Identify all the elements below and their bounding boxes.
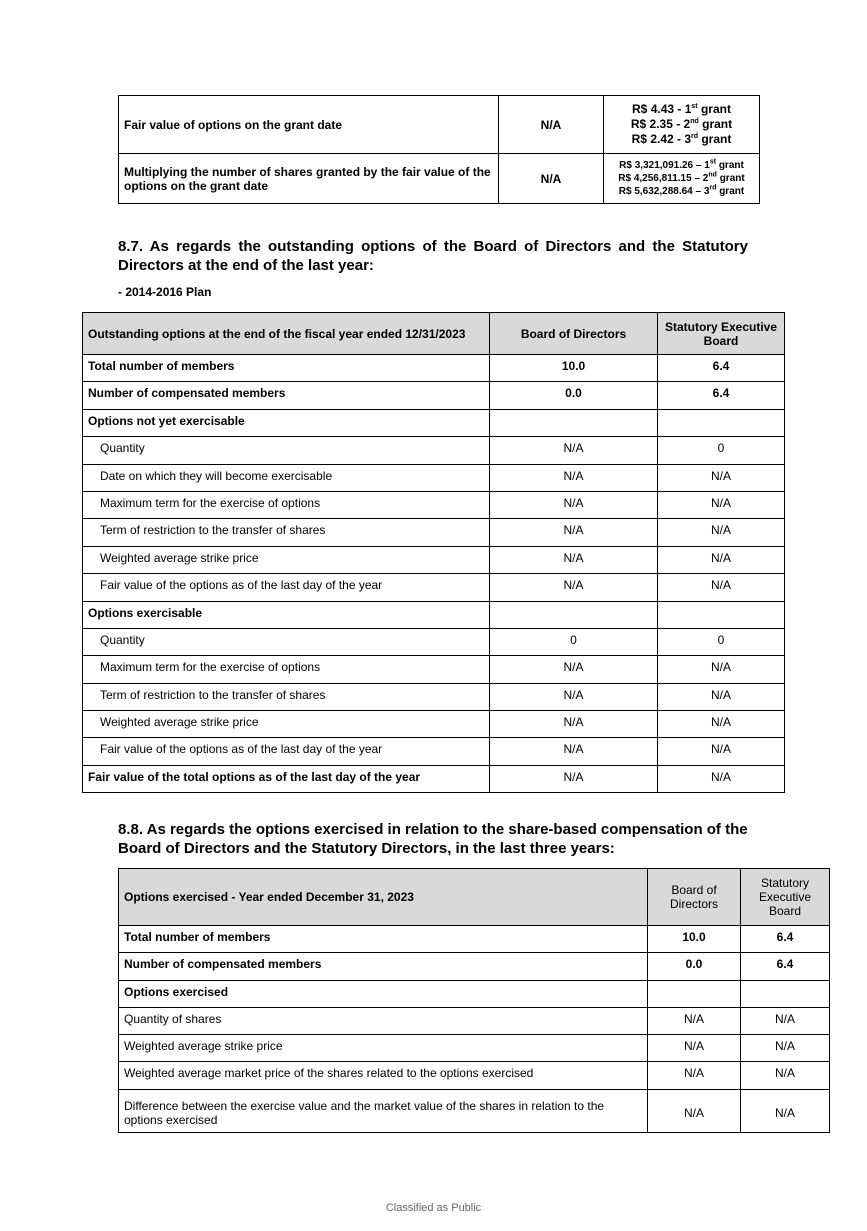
grant-line bbox=[609, 132, 754, 147]
row-label: Options exercisable bbox=[83, 601, 490, 628]
row-label: Quantity of shares bbox=[119, 1007, 648, 1034]
grant-values bbox=[604, 154, 760, 204]
row-label: Weighted average strike price bbox=[83, 546, 490, 573]
board-value: N/A bbox=[490, 683, 658, 710]
board-value: 0.0 bbox=[490, 382, 658, 409]
row-label: Difference between the exercise value and the market value of the shares in relation to the options exercised bbox=[119, 1089, 648, 1132]
table-row bbox=[83, 491, 785, 518]
table-row bbox=[119, 926, 830, 953]
grant-fair-value-table bbox=[118, 95, 760, 204]
statutory-value: N/A bbox=[741, 1035, 830, 1062]
board-value: 10.0 bbox=[490, 355, 658, 382]
header-board: Board of Directors bbox=[648, 869, 741, 926]
grant-suffix: grant bbox=[697, 102, 731, 116]
table-row bbox=[119, 96, 760, 154]
board-value: N/A bbox=[490, 546, 658, 573]
header-label: Outstanding options at the end of the fiscal year ended 12/31/2023 bbox=[83, 313, 490, 355]
row-label: Fair value of the total options as of the last day of the year bbox=[83, 765, 490, 792]
table-row bbox=[83, 464, 785, 491]
table-row bbox=[83, 765, 785, 792]
table-row bbox=[83, 711, 785, 738]
grant-value: R$ 2.42 - 3 bbox=[631, 132, 692, 146]
row-label: Fair value of the options as of the last day of the year bbox=[83, 738, 490, 765]
statutory-value: 0 bbox=[658, 437, 785, 464]
statutory-value bbox=[658, 601, 785, 628]
board-value: 0 bbox=[490, 628, 658, 655]
board-value: N/A bbox=[490, 491, 658, 518]
table-header-row bbox=[83, 313, 785, 355]
grant-ordinal: nd bbox=[690, 118, 699, 125]
table-header-row bbox=[119, 869, 830, 926]
grant-value: R$ 5,632,288.64 – 3 bbox=[618, 186, 710, 197]
header-statutory: Statutory Executive Board bbox=[741, 869, 830, 926]
row-label: Weighted average strike price bbox=[119, 1035, 648, 1062]
board-value: N/A bbox=[490, 711, 658, 738]
grant-line bbox=[609, 117, 754, 132]
header-statutory: Statutory Executive Board bbox=[658, 313, 785, 355]
table-row bbox=[83, 601, 785, 628]
row-label: Term of restriction to the transfer of shares bbox=[83, 519, 490, 546]
plan-label: - 2014-2016 Plan bbox=[118, 285, 212, 299]
table-row bbox=[83, 738, 785, 765]
grant-values bbox=[604, 96, 760, 154]
section-8-7-heading: 8.7. As regards the outstanding options of the Board of Directors and the Statutory Directors at the end of the last year: bbox=[118, 238, 748, 274]
classification-footer: Classified as Public bbox=[385, 1202, 482, 1214]
row-label: Options not yet exercisable bbox=[83, 409, 490, 436]
table-row bbox=[83, 683, 785, 710]
statutory-value: N/A bbox=[741, 1007, 830, 1034]
table-row bbox=[83, 437, 785, 464]
grant-line bbox=[609, 172, 754, 185]
header-board: Board of Directors bbox=[490, 313, 658, 355]
grant-value: R$ 3,321,091.26 – 1 bbox=[619, 160, 710, 171]
row-label: Date on which they will become exercisable bbox=[83, 464, 490, 491]
header-label: Options exercised - Year ended December 31, 2023 bbox=[119, 869, 648, 926]
table-row bbox=[83, 628, 785, 655]
row-label: Weighted average strike price bbox=[83, 711, 490, 738]
grant-suffix: grant bbox=[716, 186, 745, 197]
section-8-8-heading: 8.8. As regards the options exercised in relation to the share-based compensation of the Board of Directors and the Statutory Directors, in the last three years: bbox=[118, 821, 748, 857]
board-value: N/A bbox=[648, 1035, 741, 1062]
grant-line bbox=[609, 159, 754, 172]
board-value: N/A bbox=[490, 519, 658, 546]
board-value: 10.0 bbox=[648, 926, 741, 953]
board-value: N/A bbox=[490, 656, 658, 683]
table-row bbox=[83, 519, 785, 546]
board-value: N/A bbox=[499, 96, 604, 154]
row-label: Number of compensated members bbox=[83, 382, 490, 409]
grant-ordinal: rd bbox=[691, 133, 699, 140]
table-row bbox=[119, 1035, 830, 1062]
grant-suffix: grant bbox=[716, 160, 744, 171]
grant-value: R$ 4,256,811.15 – 2 bbox=[618, 173, 709, 184]
board-value bbox=[490, 409, 658, 436]
table-row bbox=[119, 1089, 830, 1132]
table-row bbox=[119, 1062, 830, 1089]
grant-ordinal: st bbox=[691, 103, 698, 110]
grant-line bbox=[609, 102, 754, 117]
board-value: N/A bbox=[648, 1089, 741, 1132]
statutory-value: 0 bbox=[658, 628, 785, 655]
statutory-value: N/A bbox=[658, 574, 785, 601]
row-label: Maximum term for the exercise of options bbox=[83, 491, 490, 518]
options-exercised-table bbox=[118, 868, 830, 1133]
table-row bbox=[83, 409, 785, 436]
row-label: Options exercised bbox=[119, 980, 648, 1007]
statutory-value: N/A bbox=[658, 519, 785, 546]
row-label: Weighted average market price of the shares related to the options exercised bbox=[119, 1062, 648, 1089]
statutory-value: 6.4 bbox=[741, 953, 830, 980]
row-label: Quantity bbox=[83, 437, 490, 464]
grant-suffix: grant bbox=[716, 173, 745, 184]
statutory-value: N/A bbox=[658, 656, 785, 683]
row-label: Quantity bbox=[83, 628, 490, 655]
statutory-value: N/A bbox=[658, 765, 785, 792]
board-value: N/A bbox=[490, 574, 658, 601]
grant-ordinal: rd bbox=[709, 184, 717, 192]
statutory-value bbox=[658, 409, 785, 436]
table-row bbox=[83, 546, 785, 573]
grant-ordinal: st bbox=[709, 158, 717, 166]
grant-suffix: grant bbox=[698, 117, 733, 131]
statutory-value: N/A bbox=[658, 491, 785, 518]
board-value bbox=[490, 601, 658, 628]
table-row bbox=[119, 154, 760, 204]
row-label: Fair value of the options as of the last day of the year bbox=[83, 574, 490, 601]
grant-value: R$ 2.35 - 2 bbox=[630, 117, 691, 131]
grant-ordinal: nd bbox=[708, 171, 717, 179]
grant-suffix: grant bbox=[698, 132, 732, 146]
board-value: 0.0 bbox=[648, 953, 741, 980]
table-row bbox=[83, 382, 785, 409]
table-row bbox=[83, 574, 785, 601]
statutory-value: N/A bbox=[658, 711, 785, 738]
board-value: N/A bbox=[648, 1007, 741, 1034]
table-row bbox=[119, 953, 830, 980]
statutory-value: 6.4 bbox=[741, 926, 830, 953]
board-value: N/A bbox=[490, 464, 658, 491]
table-row bbox=[119, 980, 830, 1007]
row-label: Term of restriction to the transfer of shares bbox=[83, 683, 490, 710]
board-value: N/A bbox=[490, 437, 658, 464]
statutory-value: N/A bbox=[741, 1089, 830, 1132]
board-value: N/A bbox=[648, 1062, 741, 1089]
row-label: Total number of members bbox=[83, 355, 490, 382]
statutory-value: N/A bbox=[658, 464, 785, 491]
board-value: N/A bbox=[499, 154, 604, 204]
grant-line bbox=[609, 185, 754, 198]
row-label: Maximum term for the exercise of options bbox=[83, 656, 490, 683]
statutory-value: 6.4 bbox=[658, 355, 785, 382]
statutory-value: N/A bbox=[658, 738, 785, 765]
table-row bbox=[83, 355, 785, 382]
outstanding-options-table bbox=[82, 312, 785, 793]
statutory-value: 6.4 bbox=[658, 382, 785, 409]
row-label: Multiplying the number of shares granted by the fair value of the options on the grant date bbox=[119, 154, 499, 204]
board-value bbox=[648, 980, 741, 1007]
row-label: Total number of members bbox=[119, 926, 648, 953]
statutory-value: N/A bbox=[741, 1062, 830, 1089]
grant-value: R$ 4.43 - 1 bbox=[632, 102, 692, 116]
table-row bbox=[83, 656, 785, 683]
board-value: N/A bbox=[490, 738, 658, 765]
statutory-value bbox=[741, 980, 830, 1007]
board-value: N/A bbox=[490, 765, 658, 792]
statutory-value: N/A bbox=[658, 683, 785, 710]
statutory-value: N/A bbox=[658, 546, 785, 573]
row-label: Number of compensated members bbox=[119, 953, 648, 980]
table-row bbox=[119, 1007, 830, 1034]
row-label: Fair value of options on the grant date bbox=[119, 96, 499, 154]
